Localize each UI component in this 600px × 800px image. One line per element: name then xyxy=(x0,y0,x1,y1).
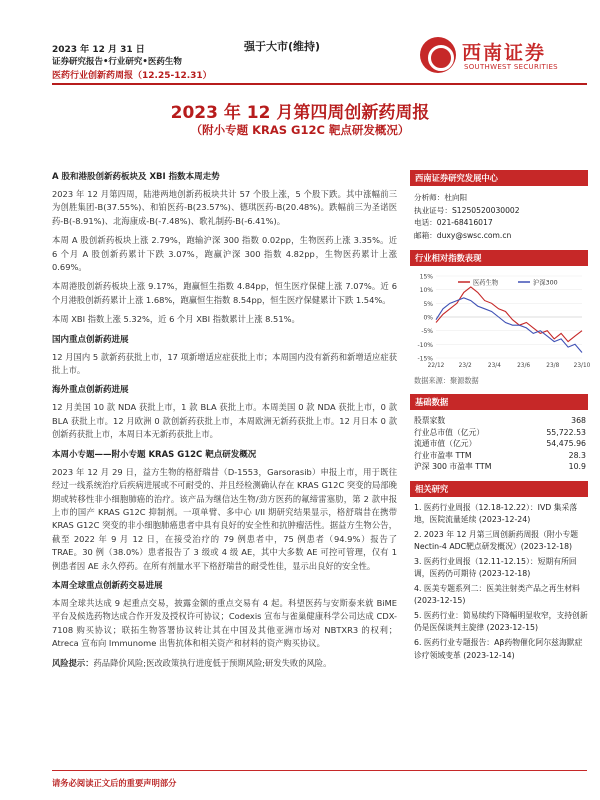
paragraph: 本周 XBI 指数上涨 5.32%，近 6 个月 XBI 指数累计上涨 8.51%。 xyxy=(52,314,300,325)
basic-data-table xyxy=(410,415,588,473)
row-value: 54,475.96 xyxy=(546,439,586,448)
section-heading: 本周小专题——附小专题 KRAS G12C 靶点研发概况 xyxy=(52,449,257,460)
header-divider xyxy=(52,83,587,85)
row-value: 28.3 xyxy=(568,450,586,460)
legend-label: 沪深300 xyxy=(533,279,558,287)
analyst-row xyxy=(414,205,584,218)
x-tick-label: 23/2 xyxy=(458,363,472,369)
analyst-key: 邮箱： xyxy=(414,230,437,240)
weekly-label: 医药行业创新药周报（12.25-12.31） xyxy=(52,71,212,81)
research-center-bar: 西南证券研究发展中心 xyxy=(410,170,588,186)
logo-en: SOUTHWEST SECURITIES xyxy=(464,63,558,71)
y-tick-label: -5% xyxy=(421,328,433,336)
row-key: 行业总市值（亿元） xyxy=(414,427,485,437)
related-link[interactable]: 4. 医美专题系列二：医美注射类产品之再生材料 (2023-12-15) xyxy=(414,584,580,606)
footer-divider xyxy=(52,770,587,771)
analyst-row xyxy=(414,217,584,230)
row-key: 股票家数 xyxy=(414,416,446,425)
page-subtitle: （附小专题 KRAS G12C 靶点研发概况） xyxy=(190,123,410,137)
paragraph: 2023 年 12 月 29 日，益方生物的格舒瑞昔（D-1553，Garsorasib）申报上市，用于既往经过一线系统治疗后疾病进展或不可耐受的、并且经检测确认存在 KRAS G12C 突变的局部晚期或转移性非小细胞肺癌的治疗。该产品为继信达生物/劲方医药的氟缔雷塞肋，第 2 款申报上市的国产 KRAS G12C 抑制剂。一项单臂、多中心 I/II 期研究结果显示，格舒瑞昔在携带 KRAS G12C 突变的非小细胞肺癌患者中具有良好的安全性和抗肿瘤活性。据益方生物公告，截至 2022 年 9 月 12 日，在接受治疗的 79 例患者中，75 例患者（94.9%）报告了 TRAE。30 例（38.0%）患者报告了 3 级或 4 级 AE，其中大多数 AE 可控可管理，仅有 1 例患者因 AE 永久停药。在所有剂量水平下格舒瑞昔的耐受性佳，显示出良好的安全性。 xyxy=(52,466,397,571)
row-value: 55,722.53 xyxy=(546,427,586,437)
x-tick-label: 23/10 xyxy=(573,363,591,369)
analyst-value: S1250520030002 xyxy=(451,205,520,215)
y-tick-label: 5% xyxy=(423,300,433,308)
y-tick-label: -15% xyxy=(417,355,433,363)
analyst-key: 电话： xyxy=(414,218,437,227)
analyst-info xyxy=(410,186,588,242)
y-tick-label: 0% xyxy=(423,314,433,322)
analyst-value: 杜向阳 xyxy=(444,193,468,202)
analyst-key: 执业证号： xyxy=(414,205,452,215)
section-heading: A 股和港股创新药板块及 XBI 指数本周走势 xyxy=(52,172,220,182)
index-chart-title: 行业相对指数表现 xyxy=(410,250,588,266)
y-tick-label: 10% xyxy=(419,287,433,295)
x-tick-label: 23/6 xyxy=(517,363,531,369)
row-key: 沪深 300 市盈率 TTM xyxy=(414,462,492,471)
y-tick-label: 15% xyxy=(419,273,433,281)
related-link[interactable]: 6. 医药行业专题报告：Aβ药物催化阿尔兹海默症诊疗领域变革 (2023-12-14) xyxy=(414,638,583,660)
related-link[interactable]: 5. 医药行业：简易续约下降幅明显收窄，支持创新仍是医保谈判主旋律 (2023-12-15) xyxy=(414,611,588,633)
x-tick-label: 23/8 xyxy=(546,363,560,369)
x-tick-label: 22/12 xyxy=(427,363,445,369)
paragraph: 2023 年 12 月第四周，陆港两地创新药板块共计 57 个股上涨，5 个股下跌。其中涨幅前三为创胜集团-B(37.55%)、和铂医药-B(23.57%)、德琪医药-B(20.48%)。跌幅前三为圣诺医药-B(-8.91%)、北海康成-B(-7.48%)、歌礼制药-B(-6.41%)。 xyxy=(52,189,397,226)
paragraph: 本周全球共达成 9 起重点交易，披露金额的重点交易有 4 起。科望医药与安斯泰来就 BiME 平台及候选药物达成合作开发及授权许可协议；Codexis 宣布与雀巢健康科学公司达成 CDX-7108 购买协议；联拓生物答署协议转让其在中国及其他亚洲市场对 NBTXR3 的权利；Atreca 宣布向 Immunome 出售抗体和相关资产和材料的资产购买协议。 xyxy=(52,597,397,649)
table-row xyxy=(410,461,588,473)
sidebar xyxy=(410,170,591,665)
logo-mark-icon xyxy=(420,37,456,73)
analyst-row xyxy=(414,230,584,243)
related-research-list xyxy=(410,497,588,662)
risk-text: 药品降价风险;医改政策执行进度低于预期风险;研发失败的风险。 xyxy=(93,657,332,668)
logo-cn: 西南证券 xyxy=(462,42,547,64)
row-value: 368 xyxy=(571,416,586,425)
related-link[interactable]: 2. 2023 年 12 月第三周创新药周报（附小专题 Nectin-4 ADC靶点研发概况）(2023-12-18) xyxy=(414,529,579,551)
email-link[interactable]: duxy@swsc.com.cn xyxy=(436,230,512,240)
index-chart xyxy=(410,270,591,374)
report-type: 证券研究报告•行业研究•医药生物 xyxy=(52,57,182,67)
paragraph: 本周 A 股创新药板块上涨 2.79%，跑输沪深 300 指数 0.02pp，生物医药上涨 3.35%。近 6 个月 A 股创新药累计下跌 3.07%，跑赢沪深 300 指数 4.82pp，生物医药累计上涨 0.69%。 xyxy=(52,235,397,273)
analyst-key: 分析师： xyxy=(414,193,445,202)
table-row xyxy=(410,450,588,462)
risk-label: 风险提示： xyxy=(52,657,94,668)
risk-note xyxy=(52,657,397,670)
section-heading: 海外重点创新药进展 xyxy=(52,385,129,396)
analyst-row xyxy=(414,192,584,205)
series-line-0 xyxy=(436,287,582,342)
row-key: 流通市值（亿元） xyxy=(414,439,477,448)
footer-disclaimer: 请务必阅读正文后的重要声明部分 xyxy=(52,778,177,788)
related-research-title: 相关研究 xyxy=(410,481,588,497)
main-column xyxy=(52,170,397,676)
related-link[interactable]: 1. 医药行业周报（12.18-12.22）：IVD 集采落地，医院流量延续 (2023-12-24) xyxy=(414,502,578,524)
section-heading: 国内重点创新药进展 xyxy=(52,334,129,345)
analyst-value: 021-68416017 xyxy=(436,218,493,227)
paragraph: 本周港股创新药板块上涨 9.17%，跑赢恒生指数 4.84pp，恒生医疗保健上涨 7.07%。近 6 个月港股创新药累计上涨 1.68%，跑赢恒生指数 8.54pp，恒生医疗保健累计下跌 1.54%。 xyxy=(52,281,397,305)
row-key: 行业市盈率 TTM xyxy=(414,450,472,460)
basic-data-title: 基础数据 xyxy=(410,394,588,410)
section-heading: 本周全球重点创新药交易进展 xyxy=(52,580,163,591)
rating: 强于大市(维持) xyxy=(244,40,321,53)
row-value: 10.9 xyxy=(568,462,586,471)
y-tick-label: -10% xyxy=(417,341,433,349)
table-row xyxy=(410,438,588,450)
report-date: 2023 年 12 月 31 日 xyxy=(52,45,145,55)
legend-label: 医药生物 xyxy=(473,279,499,287)
page-title: 2023 年 12 月第四周创新药周报 xyxy=(170,103,430,123)
data-source: 数据来源：聚源数据 xyxy=(414,376,479,385)
index-chart-svg xyxy=(410,270,591,374)
table-row xyxy=(410,427,588,439)
report-header xyxy=(0,0,600,90)
x-tick-label: 23/4 xyxy=(487,363,501,369)
company-logo xyxy=(420,37,580,75)
paragraph: 12 月国内 5 款新药获批上市，17 项新增适应症获批上市；本周国内没有新药和新增适应症获批上市。 xyxy=(52,351,397,376)
related-link[interactable]: 3. 医药行业周报（12.11-12.15）：短期有所回调，医药仍可期待 (2023-12-18) xyxy=(414,556,577,578)
paragraph: 12 月美国 10 款 NDA 获批上市，1 款 BLA 获批上市。本周美国 0 款 NDA 获批上市，0 款 BLA 获批上市。12 月欧洲 0 款创新药获批上市，本周欧洲无新药获批上市。12 月日本 0 款创新药获批上市，本周日本无新药获批上市。 xyxy=(52,402,397,440)
table-row xyxy=(410,415,588,427)
